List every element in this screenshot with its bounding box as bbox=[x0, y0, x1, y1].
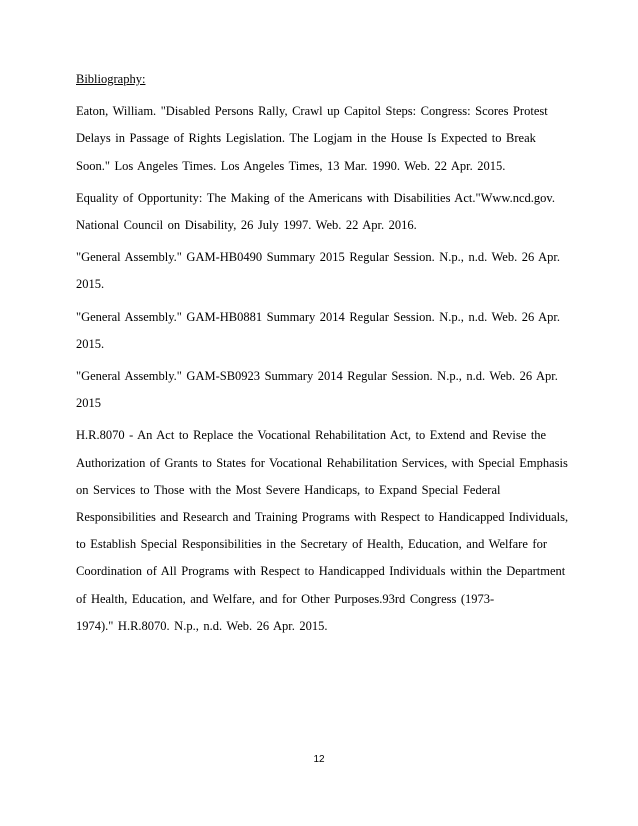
entry-line: Coordination of All Programs with Respect to Handicapped Individuals within the Department bbox=[76, 564, 566, 579]
bibliography-entry bbox=[76, 185, 568, 239]
entry-line: Authorization of Grants to States for Vocational Rehabilitation Services, with Special Emphasis bbox=[76, 455, 568, 470]
entry-line: "General Assembly." GAM-HB0881 Summary 2014 Regular Session. N.p., n.d. Web. 26 Apr. bbox=[76, 309, 560, 324]
entry-line: 2015 bbox=[76, 396, 101, 411]
bibliography-entry bbox=[76, 304, 568, 358]
entry-line: Eaton, William. "Disabled Persons Rally, Crawl up Capitol Steps: Congress: Scores Protest bbox=[76, 104, 548, 119]
entry-line: 2015. bbox=[76, 277, 105, 292]
bibliography-heading: Bibliography: bbox=[76, 72, 146, 86]
bibliography-entry bbox=[76, 98, 568, 180]
bibliography-entry bbox=[76, 363, 568, 417]
entry-line: Responsibilities and Research and Training Programs with Respect to Handicapped Individuals, bbox=[76, 510, 569, 525]
entry-line: "General Assembly." GAM-HB0490 Summary 2015 Regular Session. N.p., n.d. Web. 26 Apr. bbox=[76, 250, 560, 265]
bibliography-section bbox=[76, 66, 568, 645]
entry-line: to Establish Special Responsibilities in the Secretary of Health, Education, and Welfare for bbox=[76, 537, 547, 552]
bibliography-entry bbox=[76, 244, 568, 298]
entry-line: Soon." Los Angeles Times. Los Angeles Times, 13 Mar. 1990. Web. 22 Apr. 2015. bbox=[76, 158, 506, 173]
entry-line: 2015. bbox=[76, 336, 105, 351]
entry-line: National Council on Disability, 26 July 1997. Web. 22 Apr. 2016. bbox=[76, 218, 417, 233]
entry-line: of Health, Education, and Welfare, and for Other Purposes.93rd Congress (1973- bbox=[76, 591, 495, 606]
entry-line: Delays in Passage of Rights Legislation. The Logjam in the House Is Expected to Break bbox=[76, 131, 536, 146]
entry-line: 1974)." H.R.8070. N.p., n.d. Web. 26 Apr. 2015. bbox=[76, 618, 328, 633]
page-number: 12 bbox=[313, 754, 325, 765]
entry-line: Equality of Opportunity: The Making of the Americans with Disabilities Act."Www.ncd.gov. bbox=[76, 190, 555, 205]
entry-line: "General Assembly." GAM-SB0923 Summary 2014 Regular Session. N.p., n.d. Web. 26 Apr. bbox=[76, 369, 558, 384]
entry-line: H.R.8070 - An Act to Replace the Vocational Rehabilitation Act, to Extend and Revise the bbox=[76, 428, 547, 443]
entry-line: on Services to Those with the Most Severe Handicaps, to Expand Special Federal bbox=[76, 482, 501, 497]
bibliography-entry bbox=[76, 422, 568, 640]
